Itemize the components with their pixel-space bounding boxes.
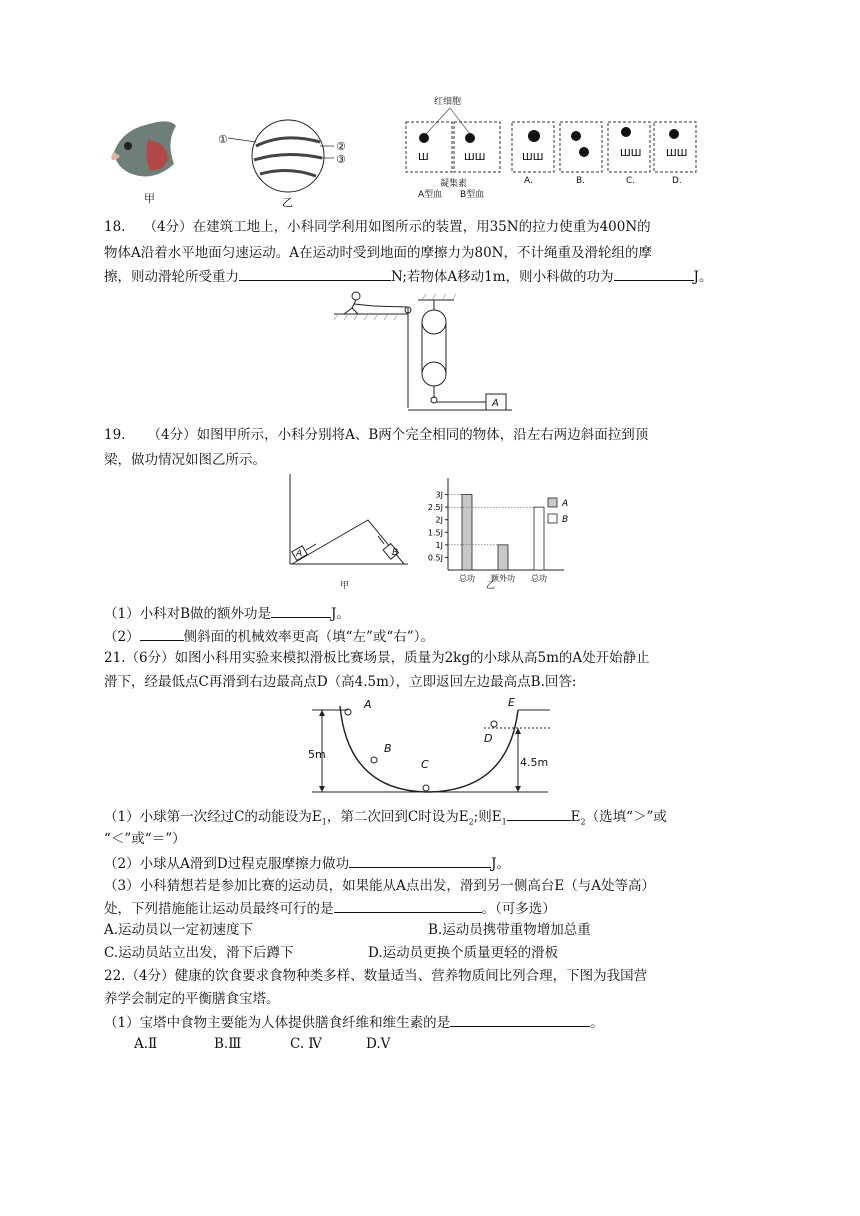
fish-figure-label: 甲 <box>144 192 155 205</box>
q19-answer-blank-2[interactable] <box>140 626 184 641</box>
q19-sub2-text-b: 侧斜面的机械效率更高（填“左”或“右”）。 <box>183 629 434 645</box>
option-d-label: D. <box>672 176 682 186</box>
q22-option-c[interactable]: C. Ⅳ <box>290 1036 322 1052</box>
q21-answer-blank-1[interactable] <box>507 806 571 821</box>
q22-number: 22. <box>104 968 126 984</box>
bar-b <box>534 507 544 570</box>
q19-sub1-text-a: （1）小科对B做的额外功是 <box>104 606 272 622</box>
q22-option-b[interactable]: B.Ⅲ <box>214 1036 242 1052</box>
q21-sub1-cont: “＜”或“＝”） <box>104 831 186 847</box>
y-tick-label: 2.5J <box>427 503 443 513</box>
y-tick-label: 1J <box>435 540 443 550</box>
q18-text-3c: J。 <box>693 269 713 285</box>
q21-sub1-text-e: （选填“＞”或 <box>585 809 667 825</box>
work-bar-chart <box>414 474 584 594</box>
blood-vessel-figure <box>214 118 354 196</box>
pipe-height-left: 5m <box>308 748 326 761</box>
q21-option-a[interactable]: A.运动员以一定初速度下 <box>104 922 254 938</box>
legend-label-b: B <box>562 515 569 525</box>
q22-text-1: 健康的饮食要求食物种类多样、数量适当、营养物质间比列合理，下图为我国营 <box>174 968 648 984</box>
vessel-figure-label: 乙 <box>282 196 293 209</box>
q19-sub2-text-a: （2） <box>104 629 140 645</box>
type-a-label: A型血 <box>418 190 443 200</box>
fish-figure <box>104 112 180 184</box>
svg-text:ШШ: ШШ <box>666 148 688 159</box>
q21-option-b[interactable]: B.运动员携带重物增加总重 <box>428 922 591 938</box>
vessel-marker-3: ③ <box>336 153 346 166</box>
pulley-block-label: A <box>492 398 499 409</box>
q18-line3 <box>104 266 754 287</box>
y-tick-label: 1.5J <box>427 528 443 538</box>
bar-a <box>462 495 472 570</box>
q21-sub1-subscript-4: 2 <box>580 817 586 827</box>
q21-line1 <box>104 648 754 668</box>
q19-score: （4分） <box>147 427 197 443</box>
q21-sub3-text-c: 。（可多选） <box>481 901 556 917</box>
q21-text-1: 如图小科用实验来模拟滑板比赛场景，质量为2kg的小球从高5m的A处开始静止 <box>174 650 650 666</box>
q21-sub1-text-d: E <box>570 809 581 825</box>
svg-text:Ш: Ш <box>418 152 429 163</box>
q21-option-c[interactable]: C.运动员站立出发，滑下后蹲下 <box>104 945 294 961</box>
agglutinin-label: 凝集素 <box>440 179 468 189</box>
q22-score: （4分） <box>125 968 175 984</box>
q18-text-1: 在建筑工地上，小科同学利用如图所示的装置，用35N的拉力使重为400N的 <box>192 219 651 235</box>
q19-line1 <box>104 425 754 445</box>
pipe-point-c: C <box>421 758 429 771</box>
q21-sub1-subscript-3: 1 <box>501 817 507 827</box>
pipe-point-a: A <box>364 698 372 711</box>
incline-b-label: B <box>392 548 399 558</box>
incline-figure <box>286 474 412 578</box>
q18-number: 18. <box>104 219 126 235</box>
q21-sub1-text-b: ，第二次回到C时设为E <box>326 809 469 825</box>
q18-text-3b: N;若物体A移动1m，则小科做的功为 <box>391 269 614 285</box>
q21-score: （6分） <box>125 650 175 666</box>
q19-sub2 <box>104 626 754 647</box>
q19-text-1: 如图甲所示，小科分别将A、B两个完全相同的物体，沿左右两边斜面拉到顶 <box>196 427 649 443</box>
option-b-label: B. <box>576 176 586 186</box>
y-tick-label: 3J <box>435 490 443 500</box>
y-tick-label: 0.5J <box>427 553 443 563</box>
incline-a-label: A <box>296 549 303 559</box>
q18-answer-blank-1[interactable] <box>239 266 391 281</box>
q18-score: （4分） <box>143 219 193 235</box>
vessel-marker-2: ② <box>336 140 346 153</box>
option-a-label: A. <box>524 176 533 186</box>
q21-option-d[interactable]: D.运动员更换个质量更轻的滑板 <box>368 945 559 961</box>
q21-number: 21. <box>104 650 126 666</box>
q18-text-3a: 擦，则动滑轮所受重力 <box>104 269 239 285</box>
q22-option-a[interactable]: A.Ⅱ <box>134 1036 158 1052</box>
y-tick-label: 2J <box>435 515 443 525</box>
svg-text:ШШ: ШШ <box>464 152 486 163</box>
pipe-height-right: 4.5m <box>520 756 549 769</box>
q19-sub1-text-b: J。 <box>331 606 350 622</box>
q19-sub1 <box>104 603 754 624</box>
q19-number: 19. <box>104 427 126 443</box>
q22-line1 <box>104 966 754 986</box>
q21-sub2-text-b: J。 <box>491 856 511 872</box>
q22-sub1 <box>104 1012 754 1033</box>
q21-sub1-text-a: （1）小球第一次经过C的动能设为E <box>104 809 322 825</box>
q22-answer-blank-1[interactable] <box>450 1012 590 1027</box>
category-label: 总功 <box>459 574 475 583</box>
half-pipe-figure <box>308 694 568 800</box>
legend-swatch-b <box>548 514 557 523</box>
category-label: 额外功 <box>491 574 515 583</box>
svg-text:ШШ: ШШ <box>522 152 544 163</box>
q19-line2: 梁，做功情况如图乙所示。 <box>104 452 266 468</box>
q18-answer-blank-2[interactable] <box>614 266 694 281</box>
q21-sub3: （3）小科猜想若是参加比赛的运动员，如果能从A点出发，滑到另一侧高台E（与A处等高） <box>104 878 655 894</box>
q21-sub2-text-a: （2）小球从A滑到D过程克服摩擦力做功 <box>104 856 350 872</box>
svg-text:ШШ: ШШ <box>620 148 642 159</box>
vessel-marker-1: ① <box>218 133 228 146</box>
type-b-label: B型血 <box>460 190 485 200</box>
q21-line2: 滑下，经最低点C再滑到右边最高点D（高4.5m），立即返回左边最高点B.回答: <box>104 674 577 690</box>
q21-sub3-cont <box>104 898 754 919</box>
bar-a <box>498 545 508 570</box>
q21-answer-blank-3[interactable] <box>334 898 482 913</box>
incline-figure-label: 甲 <box>340 581 350 591</box>
chart-figure-label: 乙 <box>486 581 496 591</box>
q22-sub1-text-b: 。 <box>590 1015 604 1031</box>
category-label: 总功 <box>531 574 547 583</box>
q21-answer-blank-2[interactable] <box>349 853 491 868</box>
option-c-label: C. <box>626 176 636 186</box>
q19-answer-blank-1[interactable] <box>271 603 331 618</box>
q21-sub1-text-c: ;则E <box>473 809 502 825</box>
legend-label-a: A <box>562 499 569 509</box>
q22-option-d[interactable]: D.Ⅴ <box>366 1036 391 1052</box>
q18-line1 <box>104 217 754 237</box>
q21-sub1-subscript-1: 1 <box>321 817 327 827</box>
pipe-point-e: E <box>508 696 515 709</box>
rbc-label: 红细胞 <box>434 97 462 107</box>
q18-line2: 物体A沿着水平地面匀速运动。A在运动时受到地面的摩擦力为80N，不计绳重及滑轮组的摩 <box>104 245 652 261</box>
pipe-point-b: B <box>384 742 392 755</box>
q21-sub2 <box>104 853 754 874</box>
pipe-point-d: D <box>484 732 493 745</box>
q21-sub3-text-b: 处，下列措施能让运动员最终可行的是 <box>104 901 334 917</box>
q21-sub1-subscript-2: 2 <box>468 817 474 827</box>
blood-type-boxes <box>404 108 704 178</box>
pulley-figure <box>334 290 514 416</box>
q22-line2: 养学会制定的平衡膳食宝塔。 <box>104 991 280 1007</box>
q22-sub1-text-a: （1）宝塔中食物主要能为人体提供膳食纤维和维生素的是 <box>104 1015 451 1031</box>
legend-swatch-a <box>548 498 557 507</box>
